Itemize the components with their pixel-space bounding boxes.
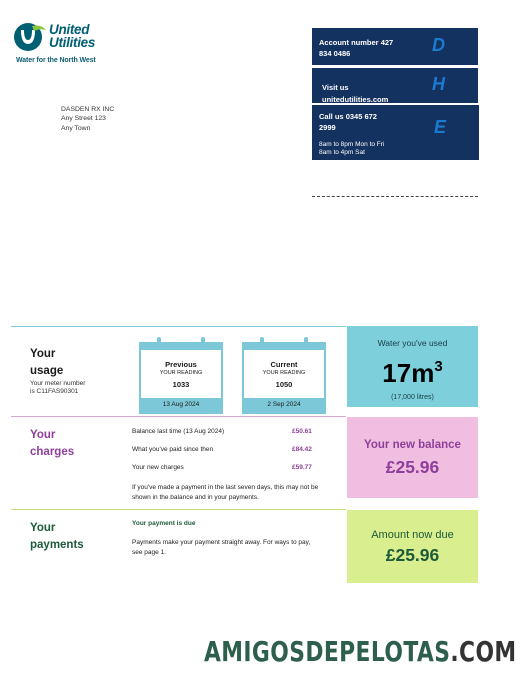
logo-name-line1: United [49,22,90,37]
hours-weekday: 8am to 8pm Mon to Fri [319,141,385,148]
opening-hours [319,141,479,157]
charge-row-label: Balance last time (13 Aug 2024) [132,428,225,435]
new-balance-value: £25.96 [385,457,440,477]
payments-title [30,520,84,554]
calendar-ring [260,337,264,349]
amount-due-title: Amount now due [371,529,454,541]
previous-reading-calendar [139,342,223,414]
site-watermark [204,635,517,668]
payment-due-heading: Your payment is due [132,520,196,527]
visit-label: Visit us [322,83,349,92]
phone-number-part1[interactable]: 0345 672 [345,112,377,121]
customer-address [61,105,114,133]
water-used-unit-sup: 3 [434,358,443,375]
hours-saturday: 8am to 4pm Sat [319,149,365,156]
watermark-suffix: .COM [450,635,517,668]
charge-row-value: £50.61 [292,428,312,435]
website-panel [312,68,478,103]
current-date: 2 Sep 2024 [244,398,324,412]
calendar-header [244,344,324,350]
water-used-litres: (17,000 litres) [391,394,434,401]
payments-title-line1: Your [30,522,56,534]
call-label: Call us [319,112,344,121]
usage-top-line [11,326,346,327]
meter-number: is C11FAS90301 [30,388,79,395]
website-link[interactable]: unitedutilities.com [322,94,389,104]
phone-number-part2[interactable]: 2999 [319,123,336,132]
water-used-title: Water you've used [377,338,448,348]
usage-title [30,346,63,380]
logo-wordmark [49,23,129,49]
address-line-1: DASDEN RX INC [61,106,115,113]
phone-panel [312,105,479,160]
address-line-2: Any Street 123 [61,115,106,123]
new-balance-box [347,417,478,498]
charges-title-line2: charges [30,446,75,458]
logo-tagline: Water for the North West [16,57,96,64]
previous-reading: 1033 [172,380,190,389]
payments-top-line [11,509,346,510]
charges-top-line [11,416,346,417]
charge-row-label: Your new charges [132,464,184,471]
usage-title-line2: usage [30,365,64,377]
payment-instructions: Payments make your payment straight away. For ways to pay, see page 1. [132,539,311,556]
amount-due-box [347,510,478,583]
charges-note: If you've made a payment in the last seven days, this may not be shown in the balance and in your payments. [132,484,319,501]
payments-title-line2: payments [30,539,84,551]
previous-label: Previous [165,360,197,369]
current-reading-calendar [242,342,326,414]
calendar-ring [201,337,205,349]
current-label: Current [270,360,298,369]
account-panel-letter: D [432,35,445,55]
logo-name-line2: Utilities [49,35,96,50]
charge-row-value: £84.42 [292,446,312,453]
account-number-part1: 427 [380,38,394,47]
new-balance-title: Your new balance [364,439,461,451]
meter-label: Your meter number [30,380,86,387]
calendar-header [141,344,221,350]
account-number-part2: 834 0486 [319,49,351,58]
water-drop-logo-icon [13,22,47,52]
previous-sub: YOUR READING [159,370,203,376]
watermark-main: AMIGOSDEPELOTAS [204,635,451,668]
water-used-amount: 17m [382,358,435,388]
previous-date: 13 Aug 2024 [141,398,221,412]
charge-row-value: £59.77 [292,464,312,471]
calendar-ring [304,337,308,349]
amount-due-value: £25.96 [385,545,440,565]
address-line-3: Any Town [61,124,91,132]
united-utilities-logo [13,20,133,70]
calendar-ring [157,337,161,349]
water-used-box [347,326,478,407]
current-reading: 1050 [275,380,293,389]
phone-panel-letter: E [433,117,446,137]
charges-title [30,427,74,461]
account-number-label: Account number [319,38,379,47]
water-used-value [347,354,478,386]
charge-row-label: What you've paid since then [132,446,214,453]
current-sub: YOUR READING [262,370,306,376]
dashed-divider [312,196,478,197]
meter-info [30,380,85,396]
usage-title-line1: Your [30,348,56,360]
account-number-panel [312,28,478,65]
charges-title-line1: Your [30,429,56,441]
website-panel-letter: H [432,74,445,94]
